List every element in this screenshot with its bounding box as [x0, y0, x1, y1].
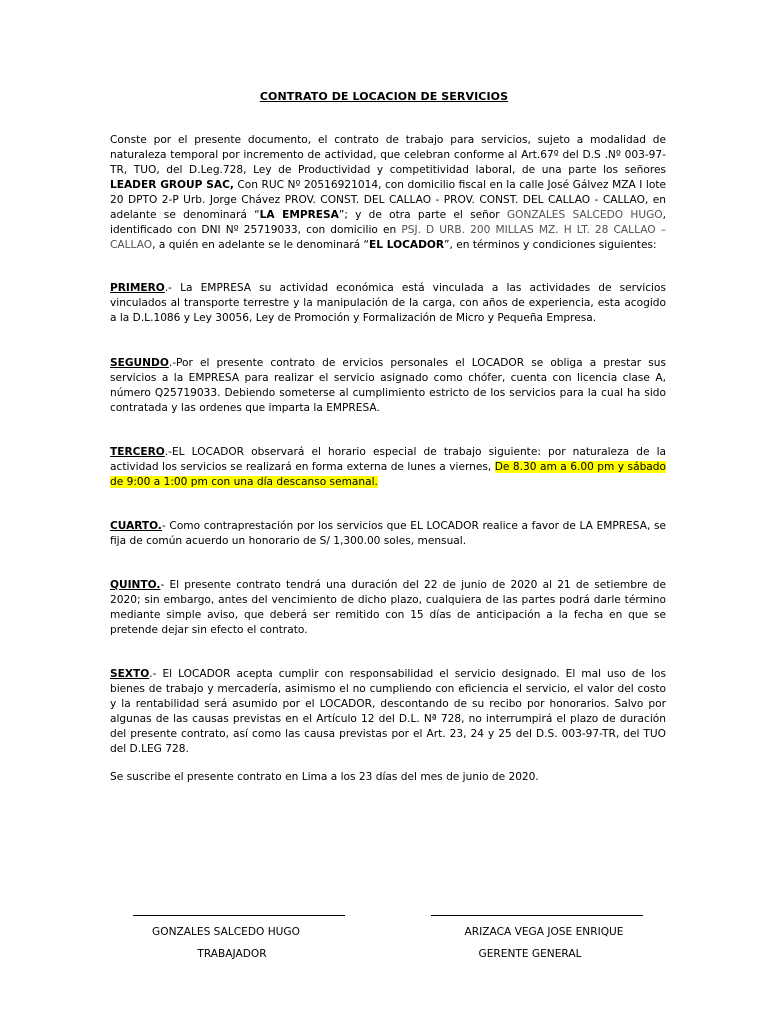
signature-name-left: GONZALES SALCEDO HUGO — [152, 926, 300, 938]
empresa-label: LA EMPRESA — [259, 209, 339, 221]
intro-text-6: ”, en términos y condiciones siguientes: — [444, 239, 657, 251]
clause-heading: SEXTO — [110, 668, 150, 680]
intro-text-3: ”; y de otra parte el señor — [338, 209, 507, 221]
clause-primero — [110, 281, 666, 326]
clause-heading: QUINTO. — [110, 579, 161, 591]
clause-quinto — [110, 578, 666, 638]
clause-heading: SEGUNDO — [110, 357, 169, 369]
company-name: LEADER GROUP SAC, — [110, 179, 234, 191]
clause-heading: PRIMERO — [110, 282, 165, 294]
worker-name: GONZALES SALCEDO HUGO — [506, 209, 663, 221]
locador-label: EL LOCADOR — [369, 239, 445, 251]
signature-line-left — [133, 915, 345, 916]
signature-role-left: TRABAJADOR — [197, 948, 267, 960]
clause-heading: TERCERO — [110, 446, 165, 458]
clause-heading: CUARTO. — [110, 520, 162, 532]
clause-tercero — [110, 445, 666, 490]
clause-text: - Como contraprestación por los servicios que EL LOCADOR realice a favor de LA EMPRESA, se fija de común acuerdo un honorario de S/ 1,300.00 soles, mensual. — [110, 520, 666, 547]
clause-text: .- El LOCADOR acepta cumplir con responsabilidad el servicio designado. El mal uso de los bienes de trabajo y mercadería, asimismo el no cumpliendo con eficiencia el servicio, el valor del costo y la rentabilidad será asumido por el LOCADOR, descontando de su recibo por honorarios. Salvo por algunas de las causas previstas en el Artículo 12 del D.L. Nª 728, no interrumpirá el plazo de duración del presente contrato, así como las causa previstas por el Art. 23, 24 y 25 del D.S. 003-97-TR, del TUO del D.LEG 728. — [110, 668, 666, 755]
clause-segundo — [110, 356, 666, 416]
intro-text-2: Con RUC Nº 20516921014, con domicilio fiscal en la calle José Gálvez MZA I lote 20 DPTO 2-P Urb. Jorge Chávez PROV. CONST. DEL CALLAO - PROV. CONST. DEL CALLAO - CALLAO, en adelante se denominará “ — [110, 179, 666, 221]
clause-cuarto — [110, 519, 666, 549]
intro-paragraph — [110, 133, 666, 253]
clause-text: - El presente contrato tendrá una duración del 22 de junio de 2020 al 21 de setiembre de 2020; sin embargo, antes del vencimiento de dicho plazo, cualquiera de las partes podrá darle término mediante simple aviso, que deberá ser remitido con 15 días de anticipación a la fecha en que se pretende dejar sin efecto el contrato. — [110, 579, 666, 636]
closing-statement: Se suscribe el presente contrato en Lima a los 23 días del mes de junio de 2020. — [110, 771, 539, 783]
schedule-highlight: De 8.30 am a 6.00 pm y sábado de 9:00 a 1:00 pm con una día descanso semanal. — [110, 461, 666, 488]
worker-address: PSJ. D URB. 200 MILLAS MZ. H LT. 28 CALLAO – CALLAO — [110, 224, 667, 251]
intro-text-5: , a quién en adelante se le denominará “ — [152, 239, 370, 251]
signature-role-right: GERENTE GENERAL — [478, 948, 582, 960]
intro-text-4: , identificado con DNI Nº 25719033, con domicilio en — [110, 209, 667, 236]
signature-name-right: ARIZACA VEGA JOSE ENRIQUE — [464, 926, 624, 938]
signature-line-right — [431, 915, 643, 916]
intro-text-1: Conste por el presente documento, el contrato de trabajo para servicios, sujeto a modalidad de naturaleza temporal por incremento de actividad, que celebran conforme al Art.67º del D.S .Nº 003-97-TR, TUO, del D.Leg.728, Ley de Productividad y competitividad laboral, de una parte los señores — [110, 134, 666, 176]
clause-sexto — [110, 667, 666, 757]
document-title: CONTRATO DE LOCACION DE SERVICIOS — [259, 90, 509, 103]
clause-text: .-Por el presente contrato de ervicios personales el LOCADOR se obliga a prestar sus servicios a la EMPRESA para realizar el servicio asignado como chófer, cuenta con licencia clase A, número Q25719033. Debiendo someterse al cumplimiento estricto de los servicios para la cual ha sido contratada y las ordenes que imparta la EMPRESA. — [110, 357, 666, 414]
clause-text: .-EL LOCADOR observará el horario especial de trabajo siguiente: por naturaleza de la actividad los servicios se realizará en forma externa de lunes a viernes, — [110, 446, 666, 473]
clause-text: .- La EMPRESA su actividad económica está vinculada a las actividades de servicios vinculados al transporte terrestre y la manipulación de la carga, con años de experiencia, esta acogido a la D.L.1086 y Ley 30056, Ley de Promoción y Formalización de Micro y Pequeña Empresa. — [110, 282, 666, 324]
